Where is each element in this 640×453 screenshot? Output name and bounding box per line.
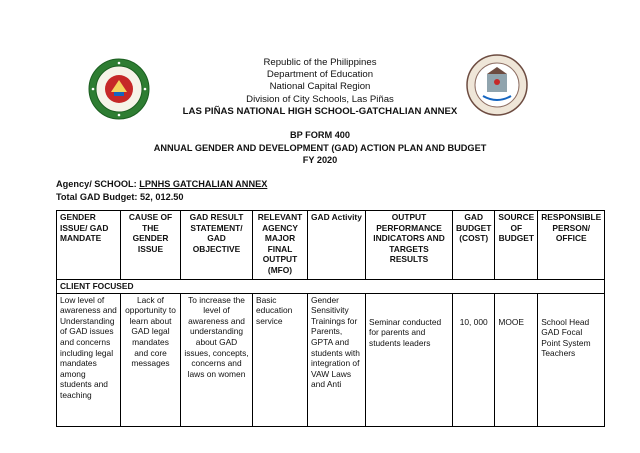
form-number: BP FORM 400 [289,130,351,140]
table-header-row [57,211,605,280]
col-header-mfo: RELEVANT AGENCY MAJOR FINAL OUTPUT (MFO) [253,211,308,280]
header-school-name: LAS PIÑAS NATIONAL HIGH SCHOOL-GATCHALIAN ANNEX [182,105,458,117]
header-republic: Republic of the Philippines [263,57,377,68]
col-header-result: GAD RESULT STATEMENT/ GAD OBJECTIVE [181,211,253,280]
col-header-responsible: RESPONSIBLE PERSON/ OFFICE [538,211,605,280]
col-header-gender-issue: GENDER ISSUE/ GAD MANDATE [57,211,121,280]
header-department: Department of Education [266,69,374,81]
agency-value: LPNHS GATCHALIAN ANNEX [139,179,268,189]
header-division: Division of City Schools, Las Piñas [246,93,394,105]
col-header-source: SOURCE OF BUDGET [495,211,538,280]
cell-output: Seminar conducted for parents and students leaders [366,293,453,426]
header-region: National Capital Region [269,81,371,93]
agency-label: Agency/ SCHOOL: [56,179,140,189]
table-row [57,293,605,426]
cell-budget: 10, 000 [453,293,495,426]
form-title-block [0,129,640,167]
section-client-focused: CLIENT FOCUSED [57,280,605,294]
section-row [57,280,605,294]
gad-plan-table [56,210,605,427]
cell-source: MOOE [495,293,538,426]
col-header-cause: CAUSE OF THE GENDER ISSUE [121,211,181,280]
col-header-activity: GAD Activity [308,211,366,280]
budget-label: Total GAD Budget: [56,192,141,202]
cell-cause: Lack of opportunity to learn about GAD legal mandates and core messages [121,293,181,426]
document-header [0,57,640,118]
col-header-output: OUTPUT PERFORMANCE INDICATORS AND TARGETS RESULTS [366,211,453,280]
cell-mfo: Basic education service [253,293,308,426]
form-title: ANNUAL GENDER AND DEVELOPMENT (GAD) ACTION PLAN AND BUDGET [153,142,487,153]
agency-line [56,178,267,191]
budget-line [56,191,267,204]
budget-value: 52, 012.50 [140,192,184,202]
agency-block [56,178,267,204]
cell-issue: Low level of awareness and Understanding of GAD issues and concerns including legal mandates among students and teaching [57,293,121,426]
fiscal-year: FY 2020 [302,155,338,166]
cell-activity: Gender Sensitivity Trainings for Parents, GPTA and students with integration of VAW Laws and Anti [308,293,366,426]
cell-result: To increase the level of awareness and understanding about GAD issues, concepts, concerns and laws on women [181,293,253,426]
col-header-budget: GAD BUDGET (COST) [453,211,495,280]
cell-responsible: School Head GAD Focal Point System Teachers [538,293,605,426]
